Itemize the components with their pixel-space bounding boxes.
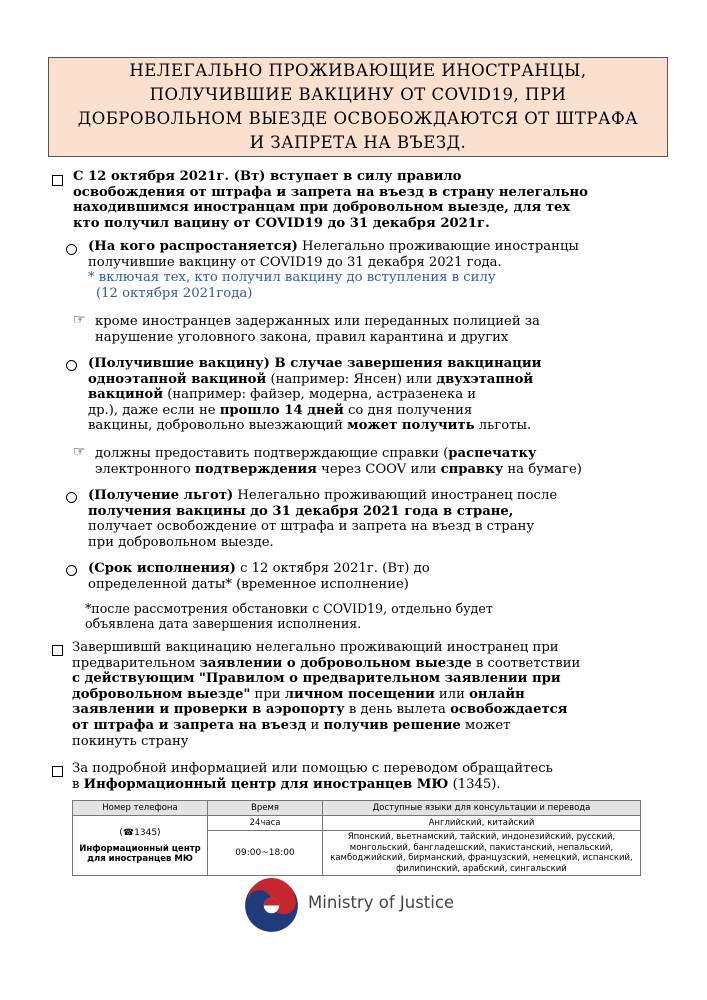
vaccinated-text: вакцины, добровольно выезжающий <box>88 418 348 434</box>
section2-text: онлайн <box>469 686 525 702</box>
checkbox-bullet-icon <box>52 766 63 777</box>
contact-text: За подробной информацией или помощью с переводом обращайтесь <box>72 761 553 776</box>
certificate-text: справку <box>440 461 504 477</box>
contact-info-table <box>72 800 641 876</box>
exclusion-note <box>95 314 540 345</box>
banner-line: ДОБРОВОЛЬНОМ ВЫЕЗДЕ ОСВОБОЖДАЮТСЯ ОТ ШТРАФА <box>77 109 639 128</box>
target-note: * включая тех, кто получил вакцину до вступления в силу <box>88 270 496 286</box>
languages-cell: Английский, китайский <box>323 816 641 831</box>
section2-text: заявлении и проверки в аэропорту <box>72 702 345 718</box>
certificate-note <box>95 446 582 477</box>
target-note-date: (12 октября 2021года) <box>96 285 253 301</box>
vaccinated-section <box>88 356 541 434</box>
benefit-text: при добровольном выезде. <box>88 534 274 550</box>
certificate-text: на бумаге) <box>503 461 582 477</box>
vaccinated-text: двухэтапной <box>436 371 534 387</box>
section-intro <box>73 169 588 231</box>
term-footnote-line: *после рассмотрения обстановки с COVID19, отдельно будет <box>85 601 493 616</box>
certificate-text: подтверждения <box>195 461 317 477</box>
ministry-logo-text: Ministry of Justice <box>308 893 455 912</box>
certificate-text: через COOV или <box>316 461 441 477</box>
contact-text: в <box>72 776 84 792</box>
benefit-text: получает освобождение от штрафа и запрета на въезд в страну <box>88 519 535 535</box>
section2-text: личном посещении <box>284 686 435 702</box>
term-text: определенной даты* (временное исполнение) <box>88 576 409 592</box>
exclusion-line: кроме иностранцев задержанных или переданных полицией за <box>95 314 540 329</box>
vaccinated-text: льготы. <box>474 418 532 434</box>
certificate-text: электронного <box>95 461 196 477</box>
intro-line: С 12 октября 2021г. (Вт) вступает в силу правило <box>73 169 462 184</box>
section-contact <box>72 761 553 792</box>
intro-line: освобождения от штрафа и запрета на въезд в страну нелегально <box>73 184 588 200</box>
checkbox-bullet-icon <box>52 645 63 656</box>
center-phone: (☎1345) <box>119 827 161 838</box>
term-footnote-line: объявлена дата завершения исполнения. <box>85 616 362 631</box>
target-text-2: получившие вакцину от COVID19 до 31 декабря 2021 года. <box>88 254 502 270</box>
section2-text: может <box>460 717 511 733</box>
section2-text: получив решение <box>323 717 461 733</box>
benefit-text: Нелегально проживающий иностранец после <box>233 488 558 503</box>
section2-text: и <box>306 717 324 733</box>
banner-line: ПОЛУЧИВШИЕ ВАКЦИНУ ОТ COVID19, ПРИ <box>149 85 567 104</box>
title-banner <box>48 57 668 157</box>
table-row <box>73 816 641 831</box>
time-cell: 24часа <box>208 816 323 831</box>
section2-text: добровольном выезде" <box>72 686 251 702</box>
pointing-hand-icon: ☞ <box>73 444 86 460</box>
contact-center-name: Информационный центр для иностранцев МЮ <box>83 776 449 792</box>
checkbox-bullet-icon <box>52 175 63 186</box>
exclusion-line: нарушение уголовного закона, правил карантина и других <box>95 329 509 345</box>
banner-line: НЕЛЕГАЛЬНО ПРОЖИВАЮЩИЕ ИНОСТРАНЦЫ, <box>129 61 587 80</box>
vaccinated-label: (Получившие вакцину) <box>88 356 270 371</box>
circle-bullet-icon <box>66 492 77 503</box>
table-header-row <box>73 801 641 816</box>
vaccinated-text: одноэтапной вакциной <box>88 371 267 387</box>
target-label: (На кого распростаняется) <box>88 239 298 254</box>
circle-bullet-icon <box>66 244 77 255</box>
time-cell: 09:00~18:00 <box>208 831 323 876</box>
section2-text: с действующим "Правилом о предварительном заявлении при <box>72 671 561 687</box>
target-text: Нелегально проживающие иностранцы <box>297 239 579 254</box>
circle-bullet-icon <box>66 360 77 371</box>
center-cell <box>73 816 208 876</box>
table-header: Время <box>208 801 323 816</box>
section2-text: заявлении о добровольном выезде <box>199 655 472 671</box>
section-online-application <box>72 640 580 749</box>
term-label: (Срок исполнения) <box>88 561 236 576</box>
term-text: с 12 октября 2021г. (Вт) до <box>235 561 430 576</box>
section2-text: от штрафа и запрета на въезд <box>72 717 307 733</box>
table-header: Доступные языки для консультации и перевода <box>323 801 641 816</box>
vaccinated-text: вакциной <box>88 387 163 403</box>
certificate-text: должны предоставить подтверждающие справки ( <box>95 446 449 461</box>
pointing-hand-icon: ☞ <box>73 312 86 328</box>
target-group <box>88 239 579 301</box>
vaccinated-text: др.), даже если не <box>88 402 220 418</box>
center-name: Информационный центр для иностранцев МЮ <box>79 843 201 864</box>
table-header: Номер телефона <box>73 801 208 816</box>
banner-title <box>78 59 638 155</box>
certificate-text: распечатку <box>448 446 537 461</box>
section2-text: при <box>250 686 285 702</box>
intro-line: находившимся иностранцам при добровольном выезде, для тех <box>73 200 571 216</box>
intro-line: кто получил вацину от COVID19 до 31 декабря 2021г. <box>73 215 490 231</box>
term-footnote <box>85 601 493 631</box>
section2-text: Завершившй вакцинацию нелегально проживающий иностранец при <box>72 640 559 655</box>
languages-cell: Японский, вьетнамский, тайский, индонезийский, русский, монгольский, бангладешский, пакистанский, непальский, камбоджийский, бирманский, французский, немецкий, испанский, филипинский, арабский, сингальский <box>323 831 641 876</box>
section2-text: предварительном <box>72 655 200 671</box>
section2-text: в день вылета <box>344 702 451 718</box>
vaccinated-text: В случае завершения вакцинации <box>269 356 542 371</box>
banner-line: И ЗАПРЕТА НА ВЪЕЗД. <box>249 133 467 152</box>
section2-text: в соответствии <box>471 655 581 671</box>
vaccinated-text: прошло 14 дней <box>219 402 344 418</box>
vaccinated-text: (например: Янсен) или <box>266 371 437 387</box>
section2-text: или <box>434 686 470 702</box>
section2-text: покинуть страну <box>72 733 189 749</box>
circle-bullet-icon <box>66 565 77 576</box>
benefit-text: получения вакцины до 31 декабря 2021 года в стране, <box>88 503 514 519</box>
section2-text: освобождается <box>450 702 568 718</box>
contact-phone: (1345). <box>448 776 501 792</box>
term-section <box>88 561 430 592</box>
benefit-section <box>88 488 557 550</box>
benefit-label: (Получение льгот) <box>88 488 234 503</box>
vaccinated-text: со дня получения <box>343 402 473 418</box>
vaccinated-text: может получить <box>347 418 475 434</box>
ministry-emblem-icon <box>244 878 299 933</box>
vaccinated-text: (например: файзер, модерна, астразенека и <box>163 387 477 403</box>
